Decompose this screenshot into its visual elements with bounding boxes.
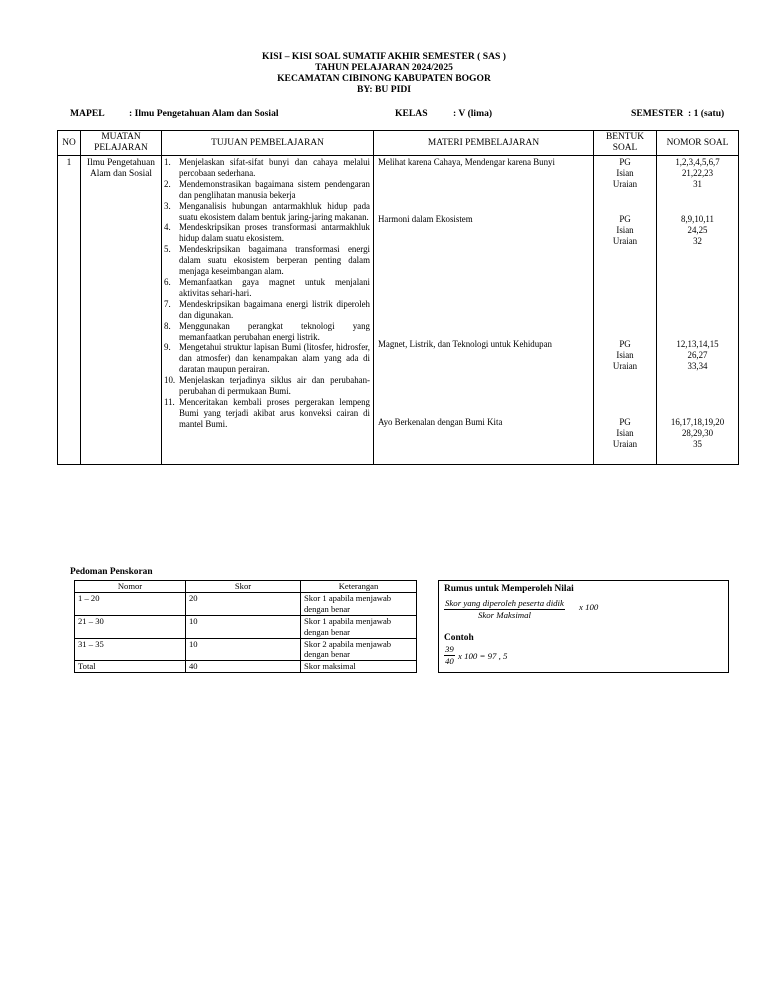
tujuan-list	[162, 156, 373, 430]
scoring-header-skor: Skor	[186, 581, 301, 593]
formula-multiplier: x 100	[579, 602, 599, 612]
kelas-label: KELAS	[395, 108, 428, 119]
table-row: Total 40 Skor maksimal	[75, 661, 417, 673]
table-row: 1 – 20 20 Skor 1 apabila menjawab dengan benar	[75, 592, 417, 615]
kisi-kisi-table	[57, 130, 739, 465]
semester-label: SEMESTER	[631, 108, 684, 119]
scoring-header-nomor: Nomor	[75, 581, 186, 593]
bentuk-group-2: PG Isian Uraian	[612, 214, 638, 246]
table-header-row	[58, 131, 739, 156]
document-title	[0, 51, 768, 95]
materi-4: Ayo Berkenalan dengan Bumi Kita	[378, 417, 503, 427]
example-title: Contoh	[444, 633, 474, 643]
list-item: 10. Menjelaskan terjadinya siklus air dan perubahan-perubahan di permukaan Bumi.	[164, 375, 370, 397]
list-item: 6. Memanfaatkan gaya magnet untuk menjalani aktivitas sehari-hari.	[164, 276, 370, 298]
title-line-2: TAHUN PELAJARAN 2024/2025	[315, 62, 453, 73]
semester-value: : 1 (satu)	[688, 108, 725, 119]
header-bentuk: BENTUK SOAL	[594, 131, 657, 156]
mapel-value: : Ilmu Pengetahuan Alam dan Sosial	[129, 108, 279, 119]
header-muatan: MUATAN PELAJARAN	[81, 131, 162, 156]
header-no: NO	[58, 131, 81, 156]
scoring-header-row	[75, 581, 417, 593]
table-row: 31 – 35 10 Skor 2 apabila menjawab dengan benar	[75, 638, 417, 661]
formula-title: Rumus untuk Memperoleh Nilai	[444, 584, 574, 594]
title-line-3: KECAMATAN CIBINONG KABUPATEN BOGOR	[277, 73, 491, 84]
title-line-4: BY: BU PIDI	[356, 84, 412, 95]
example-result: x 100 = 97 , 5	[458, 651, 508, 661]
cell-muatan: Ilmu Pengetahuan Alam dan Sosial	[81, 156, 162, 465]
list-item: 1. Menjelaskan sifat-sifat bunyi dan cahaya melalui percobaan sederhana.	[164, 157, 370, 178]
materi-1: Melihat karena Cahaya, Mendengar karena Bunyi	[378, 157, 555, 167]
table-row	[58, 156, 739, 465]
scoring-table	[74, 580, 417, 673]
list-item: 4. Mendeskripsikan proses transformasi antarmakhluk hidup dalam suatu ekosistem.	[164, 222, 370, 244]
bentuk-group-4: PG Isian Uraian	[612, 417, 638, 449]
materi-3: Magnet, Listrik, dan Teknologi untuk Kehidupan	[378, 339, 552, 349]
list-item: 5. Mendeskripsikan bagaimana transformasi energi dalam suatu ekosistem berperan penting dalam menjaga keseimbangan alam.	[164, 244, 370, 277]
materi-2: Harmoni dalam Ekosistem	[378, 214, 473, 224]
cell-tujuan	[162, 156, 374, 465]
header-materi: MATERI PEMBELAJARAN	[374, 131, 594, 156]
list-item: 11. Menceritakan kembali proses pergerakan lempeng Bumi yang terjadi akibat arus konveksi cairan di mantel Bumi.	[164, 396, 370, 429]
cell-nomor	[657, 156, 739, 465]
cell-materi	[374, 156, 594, 465]
bentuk-group-1: PG Isian Uraian	[612, 157, 638, 189]
formula-fraction: Skor yang diperoleh peserta didik Skor Maksimal	[445, 598, 564, 620]
scoring-title: Pedoman Penskoran	[70, 567, 153, 577]
list-item: 3. Menganalisis hubungan antarmakhluk hidup pada suatu ekosistem dalam bentuk jaring-jaring makanan.	[164, 200, 370, 222]
scoring-header-keterangan: Keterangan	[301, 581, 417, 593]
example-fraction: $\frac{39}{40}$	[445, 644, 454, 666]
cell-bentuk	[594, 156, 657, 465]
list-item: 8. Menggunakan perangkat teknologi yang memanfaatkan perubahan energi listrik.	[164, 320, 370, 342]
list-item: 7. Mendeskripsikan bagaimana energi listrik diperoleh dan digunakan.	[164, 298, 370, 320]
header-nomor: NOMOR SOAL	[657, 131, 739, 156]
mapel-label: MAPEL	[70, 108, 105, 119]
nomor-group-2: 8,9,10,11 24,25 32	[681, 214, 714, 246]
kelas-value: : V (lima)	[453, 108, 493, 119]
nomor-group-1: 1,2,3,4,5,6,7 21,22,23 31	[675, 157, 720, 189]
bentuk-group-3: PG Isian Uraian	[612, 339, 638, 371]
list-item: 2. Mendemonstrasikan bagaimana sistem pendengaran dan penglihatan manusia bekerja	[164, 178, 370, 200]
cell-no: 1	[58, 156, 81, 465]
header-tujuan: TUJUAN PEMBELAJARAN	[162, 131, 374, 156]
title-line-1: KISI – KISI SOAL SUMATIF AKHIR SEMESTER ( SAS )	[262, 51, 506, 62]
nomor-group-3: 12,13,14,15 26,27 33,34	[676, 339, 719, 371]
formula-box	[438, 580, 729, 673]
list-item: 9. Mengetahui struktur lapisan Bumi (litosfer, hidrosfer, dan atmosfer) dan kenampakan alam yang ada di daratan maupun perairan.	[164, 342, 370, 375]
table-row: 21 – 30 10 Skor 1 apabila menjawab dengan benar	[75, 615, 417, 638]
nomor-group-4: 16,17,18,19,20 28,29,30 35	[670, 417, 725, 449]
